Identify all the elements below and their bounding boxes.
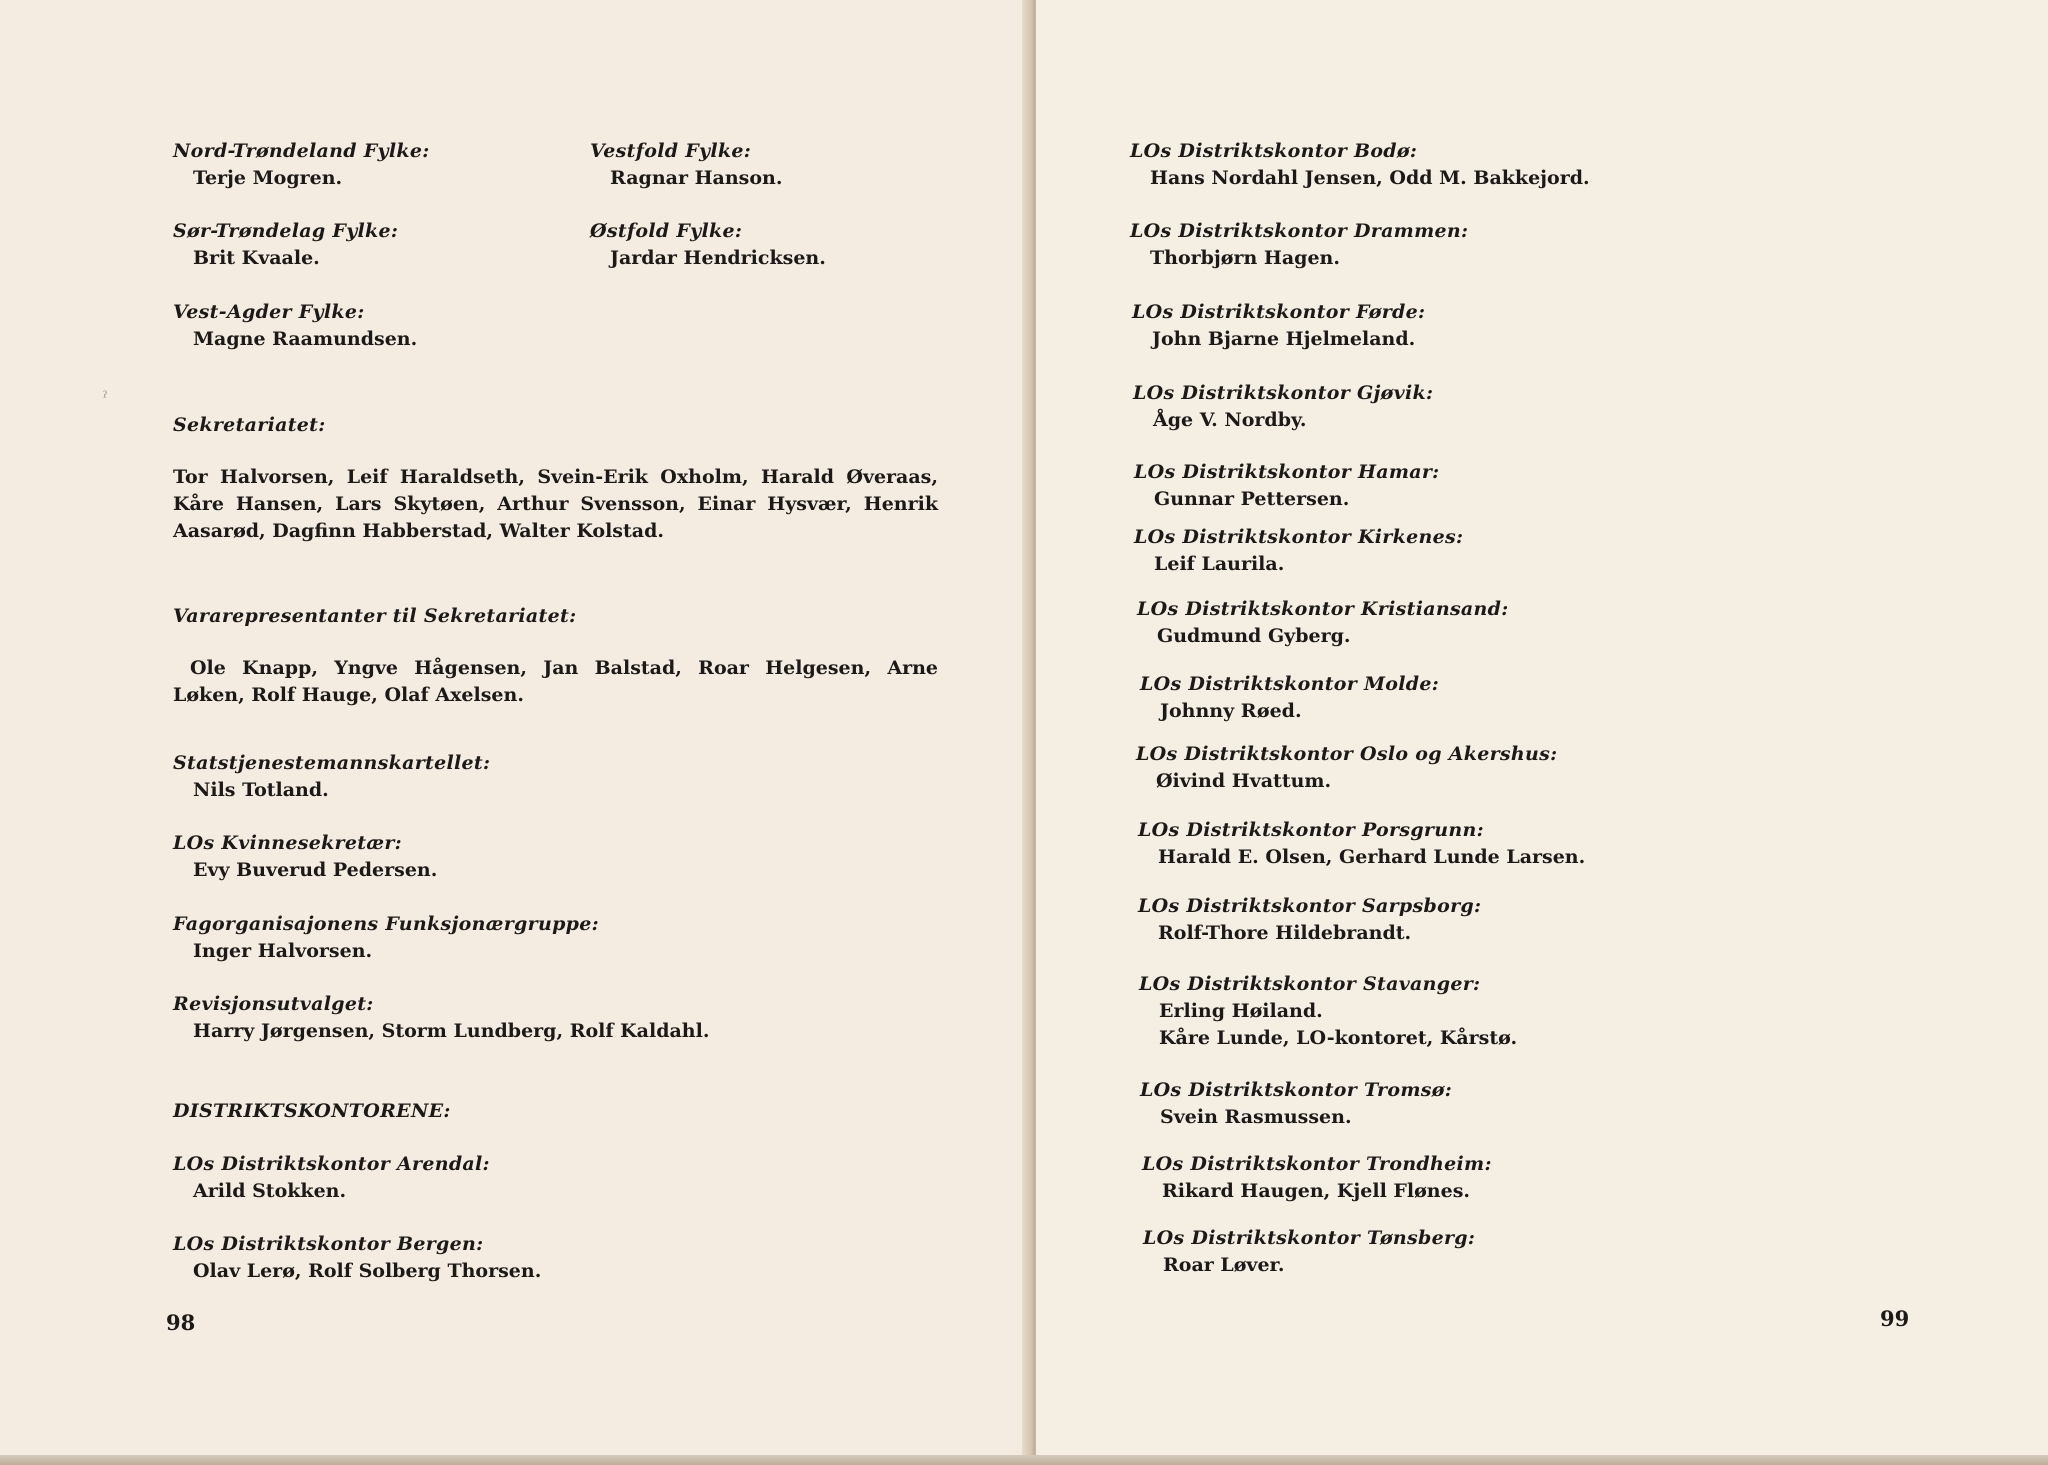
vararepresentanter-section [173,603,938,709]
distrikt-entry [1140,1077,1452,1131]
distrikt-entry [1130,138,1590,192]
distrikt-entry [1132,299,1425,353]
entry-value: Thorbjørn Hagen. [1150,247,1340,269]
distrikt-entry [1134,524,1463,578]
entry-value: Arild Stokken. [193,1180,347,1202]
distrikt-entry [1136,741,1557,795]
entry-label: Østfold Fylke: [590,220,743,242]
distrikt-entry [1143,1225,1475,1279]
entry-label: LOs Distriktskontor Kirkenes: [1134,526,1464,548]
entry-label: Statstjenestemannskartellet: [173,752,491,774]
entry-value: Evy Buverud Pedersen. [193,859,438,881]
entry [173,750,490,804]
distrikt-entry [173,1151,490,1205]
distrikt-entry [1142,1151,1492,1205]
entry-value: Olav Lerø, Rolf Solberg Thorsen. [193,1260,542,1282]
entry-value: Rikard Haugen, Kjell Flønes. [1162,1180,1471,1202]
entry-value: Roar Løver. [1163,1254,1285,1276]
entry-label: Sør-Trøndelag Fylke: [173,220,399,242]
entry-label: LOs Distriktskontor Porsgrunn: [1138,819,1484,841]
ink-mark: ˀ [103,388,108,407]
fylke-entry [590,218,826,272]
entry-label: Nord-Trøndeland Fylke: [173,140,430,162]
entry-label: LOs Distriktskontor Oslo og Akershus: [1136,743,1558,765]
entry-value: Hans Nordahl Jensen, Odd M. Bakkejord. [1150,167,1590,189]
distrikt-entry [1133,380,1433,434]
distrikt-entry [173,1231,541,1285]
entry-label: LOs Distriktskontor Bodø: [1130,140,1418,162]
entry-label: LOs Distriktskontor Gjøvik: [1133,382,1434,404]
right-page [1036,0,2048,1465]
entry-value: Nils Totland. [193,779,329,801]
entry-label: LOs Distriktskontor Førde: [1132,301,1426,323]
entry-value: Gunnar Pettersen. [1154,488,1350,510]
entry-value: Ragnar Hanson. [610,167,783,189]
entry-value: John Bjarne Hjelmeland. [1152,328,1416,350]
entry-label: LOs Distriktskontor Tønsberg: [1143,1227,1476,1249]
entry-label: LOs Distriktskontor Sarpsborg: [1138,895,1482,917]
distrikt-entry [1140,671,1439,725]
entry-label: Revisjonsutvalget: [173,993,374,1015]
entry-label: LOs Distriktskontor Arendal: [173,1153,490,1175]
entry-value: Jardar Hendricksen. [610,247,826,269]
distrikt-entry [1138,817,1585,871]
entry-value: Erling Høiland. [1159,1000,1323,1022]
entry-label: LOs Distriktskontor Hamar: [1134,461,1440,483]
distrikt-entry [1130,218,1468,272]
entry-value: Johnny Røed. [1160,700,1302,722]
entry-label: LOs Distriktskontor Bergen: [173,1233,484,1255]
entry-label: LOs Distriktskontor Molde: [1140,673,1440,695]
fylke-entry [590,138,782,192]
entry [173,830,437,884]
entry-value: Inger Halvorsen. [193,940,373,962]
section-label: Vararepresentanter til Sekretariatet: [173,605,577,627]
page-number: 99 [1880,1306,1910,1331]
section-text: Tor Halvorsen, Leif Haraldseth, Svein-Erik Oxholm, Harald Øveraas, Kåre Hansen, Lars Skytøen, Arthur Svensson, Einar Hysvær, Henrik Aasarød, Dagfinn Habberstad, Walter Kolstad. [173,466,938,542]
entry [173,911,599,965]
page-bottom-edge [0,1455,2048,1465]
entry-value: Åge V. Nordby. [1153,409,1307,431]
entry-label: LOs Kvinnesekretær: [173,832,402,854]
fylke-entry [173,299,417,353]
entry-label: LOs Distriktskontor Tromsø: [1140,1079,1453,1101]
entry-value-2: Kåre Lunde, LO-kontoret, Kårstø. [1159,1027,1518,1049]
page-number: 98 [166,1310,196,1335]
section-text: Ole Knapp, Yngve Hågensen, Jan Balstad, Roar Helgesen, Arne Løken, Rolf Hauge, Olaf Axelsen. [173,657,938,706]
distrikt-entry [1138,893,1481,947]
entry-label: Vestfold Fylke: [590,140,752,162]
entry [173,991,709,1045]
entry-value: Harry Jørgensen, Storm Lundberg, Rolf Kaldahl. [193,1020,710,1042]
distrikt-heading: DISTRIKTSKONTORENE: [173,1100,451,1122]
entry-value: Gudmund Gyberg. [1157,625,1351,647]
distrikt-entry [1139,971,1517,1052]
entry-value: Magne Raamundsen. [193,328,418,350]
entry-label: LOs Distriktskontor Kristiansand: [1137,598,1509,620]
fylke-entry [173,138,430,192]
entry-label: Vest-Agder Fylke: [173,301,365,323]
entry-label: LOs Distriktskontor Drammen: [1130,220,1469,242]
sekretariatet-section [173,412,938,545]
entry-value: Svein Rasmussen. [1160,1106,1352,1128]
entry-value: Rolf-Thore Hildebrandt. [1158,922,1412,944]
distrikt-entry [1137,596,1509,650]
entry-label: Fagorganisajonens Funksjonærgruppe: [173,913,599,935]
entry-label: LOs Distriktskontor Trondheim: [1142,1153,1492,1175]
distrikt-entry [1134,459,1439,513]
entry-value: Terje Mogren. [193,167,343,189]
fylke-entry [173,218,398,272]
entry-value: Øivind Hvattum. [1156,770,1332,792]
entry-value: Harald E. Olsen, Gerhard Lunde Larsen. [1158,846,1586,868]
section-label: Sekretariatet: [173,414,326,436]
entry-value: Brit Kvaale. [193,247,320,269]
entry-value: Leif Laurila. [1154,553,1285,575]
entry-label: LOs Distriktskontor Stavanger: [1139,973,1481,995]
